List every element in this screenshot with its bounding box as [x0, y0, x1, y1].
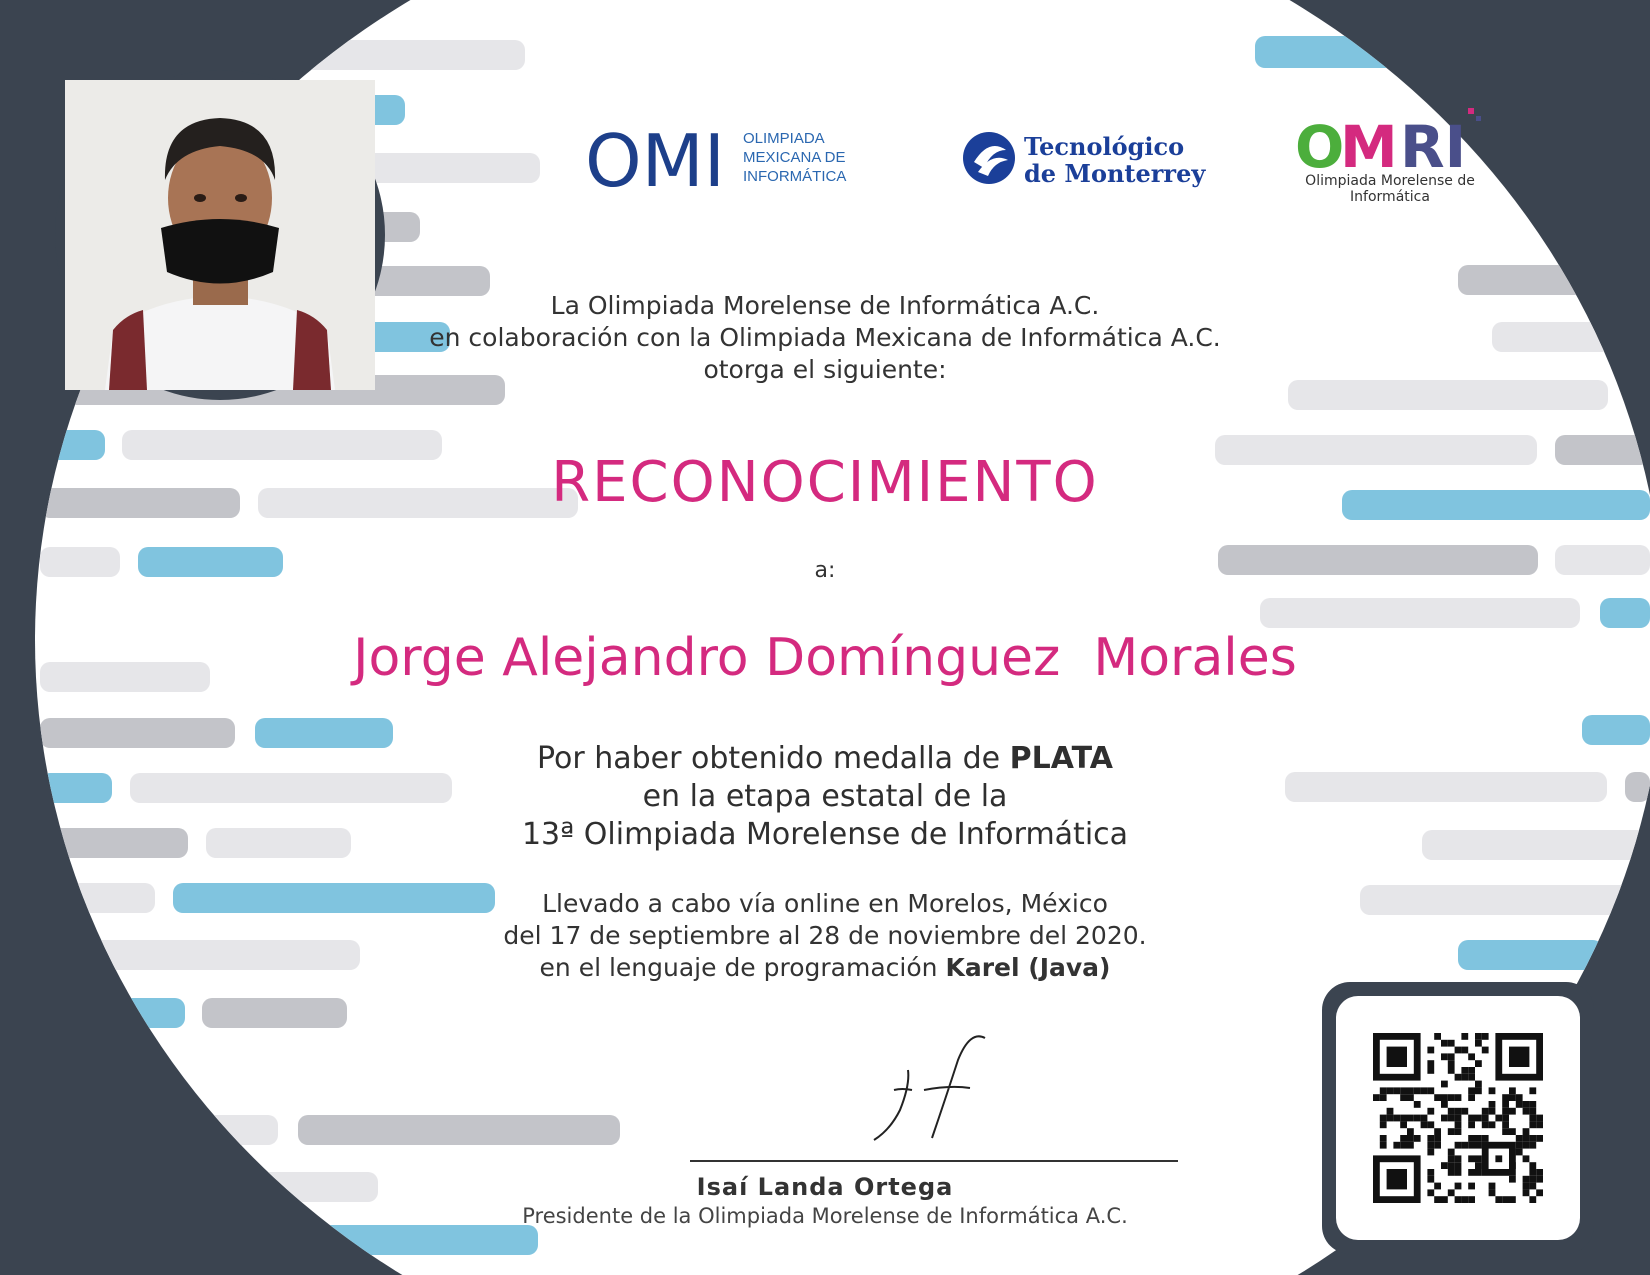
- omi-mark: OMI: [585, 119, 726, 203]
- merit-line-1: Por haber obtenido medalla de: [536, 741, 1001, 776]
- merit-line-3: 13ª Olimpiada Morelense de Informática: [521, 817, 1129, 852]
- omi-logo: [585, 118, 865, 203]
- svg-text:Olimpiada Morelense de: Olimpiada Morelense de: [1305, 173, 1475, 189]
- qr-code[interactable]: [1373, 1033, 1543, 1203]
- svg-text:de Monterrey: de Monterrey: [1024, 159, 1206, 188]
- details-line-3: en el lenguaje de programación: [539, 953, 938, 982]
- signature-line: [690, 1160, 1178, 1162]
- handwritten-signature: [860, 1030, 1000, 1150]
- details-line-1: Llevado a cabo vía online en Morelos, México: [542, 889, 1108, 918]
- tec-monterrey-logo: [962, 128, 1206, 198]
- svg-text:OLIMPIADA: OLIMPIADA: [743, 130, 825, 147]
- svg-text:M: M: [1340, 113, 1398, 181]
- svg-text:Informática: Informática: [1350, 189, 1430, 205]
- svg-text:Tecnológico: Tecnológico: [1024, 132, 1185, 161]
- intro-line-2: en colaboración con la Olimpiada Mexicana de Informática A.C.: [429, 323, 1221, 352]
- preposition: a:: [814, 558, 836, 583]
- intro-line-3: otorga el siguiente:: [703, 355, 947, 384]
- intro-text: [0, 290, 1650, 386]
- omri-logo: [1290, 105, 1490, 205]
- programming-language: Karel (Java): [945, 953, 1111, 982]
- recipient-name: Jorge Alejandro Domínguez Morales: [353, 628, 1297, 688]
- merit-line-2: en la etapa estatal de la: [642, 779, 1008, 814]
- qr-code-frame[interactable]: [1322, 982, 1594, 1254]
- intro-line-1: La Olimpiada Morelense de Informática A.C.: [550, 291, 1100, 320]
- svg-text:INFORMÁTICA: INFORMÁTICA: [743, 168, 847, 185]
- svg-text:RI: RI: [1400, 113, 1467, 181]
- signer-role: Presidente de la Olimpiada Morelense de Informática A.C.: [522, 1204, 1128, 1228]
- svg-text:MEXICANA DE: MEXICANA DE: [743, 149, 846, 166]
- merit-text: [0, 740, 1650, 854]
- certificate-title: RECONOCIMIENTO: [551, 450, 1099, 515]
- omri-mark: O: [1295, 113, 1345, 181]
- medal-type: PLATA: [1009, 741, 1114, 776]
- event-details: [0, 888, 1650, 984]
- details-line-2: del 17 de septiembre al 28 de noviembre del 2020.: [503, 921, 1147, 950]
- signer-name: Isaí Landa Ortega: [696, 1173, 954, 1201]
